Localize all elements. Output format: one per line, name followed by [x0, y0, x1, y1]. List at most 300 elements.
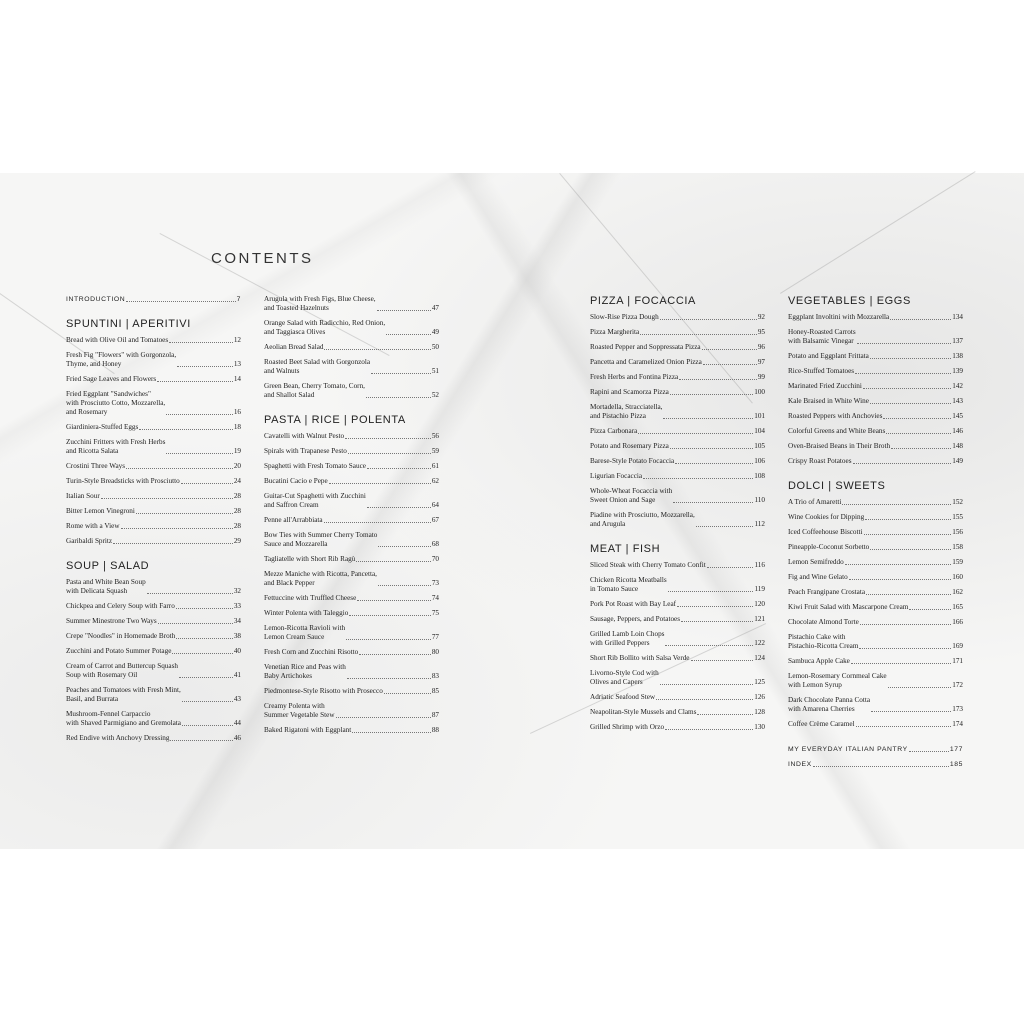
toc-entry[interactable]: [66, 686, 241, 704]
page-number: 119: [754, 585, 765, 593]
page-number: 41: [233, 671, 241, 679]
toc-entry[interactable]: [264, 687, 439, 696]
page-number: 155: [952, 513, 963, 521]
toc-entry[interactable]: [66, 578, 241, 596]
toc-entry[interactable]: [788, 588, 963, 597]
dot-leader: [697, 714, 753, 715]
toc-entry[interactable]: [66, 710, 241, 728]
page-number: 52: [431, 391, 439, 399]
page-number: 68: [431, 540, 439, 548]
entry-title: Zucchini and Potato Summer Potage: [66, 647, 172, 655]
page-number: 80: [431, 648, 439, 656]
toc-entry[interactable]: [788, 543, 963, 552]
page-number: 13: [233, 360, 241, 368]
toc-entry[interactable]: [590, 343, 765, 352]
toc-entry[interactable]: [788, 573, 963, 582]
page-number: 64: [431, 501, 439, 509]
page-number: 148: [952, 442, 963, 450]
toc-entry[interactable]: [788, 412, 963, 421]
page-number: 34: [233, 617, 241, 625]
toc-entry[interactable]: [264, 570, 439, 588]
dot-leader: [665, 645, 753, 646]
page-number: 44: [233, 719, 241, 727]
page-number: 28: [233, 507, 241, 515]
toc-entry[interactable]: [590, 669, 765, 687]
toc-entry[interactable]: [788, 397, 963, 406]
entry-title: Bitter Lemon Vinegroni: [66, 507, 135, 515]
entry-title: Pizza Carbonara: [590, 427, 638, 435]
entry-title: Summer Minestrone Two Ways: [66, 617, 157, 625]
toc-entry[interactable]: [66, 662, 241, 680]
page-number: 106: [754, 457, 765, 465]
toc-entry[interactable]: [788, 760, 963, 769]
dot-leader: [691, 660, 754, 661]
section-heading: SOUP | SALAD: [66, 560, 150, 572]
dot-leader: [359, 654, 431, 655]
dot-leader: [121, 528, 233, 529]
entry-title: Spirals with Trapanese Pesto: [264, 447, 347, 455]
toc-entry[interactable]: [788, 528, 963, 537]
toc-entry[interactable]: [264, 477, 439, 486]
toc-entry[interactable]: [264, 432, 439, 441]
page-number: 162: [952, 588, 963, 596]
page-number: 29: [233, 537, 241, 545]
toc-entry[interactable]: [788, 513, 963, 522]
dot-leader: [177, 366, 233, 367]
entry-title: Cream of Carrot and Buttercup Squash Soup with Rosemary Oil: [66, 662, 178, 679]
toc-column-3: [590, 295, 765, 738]
toc-entry[interactable]: [264, 726, 439, 735]
entry-title: Lemon Semifreddo: [788, 558, 844, 566]
section-heading: MEAT | FISH: [590, 543, 661, 555]
dot-leader: [842, 504, 951, 505]
toc-entry[interactable]: [590, 630, 765, 648]
toc-entry[interactable]: [788, 720, 963, 729]
page-number: 158: [952, 543, 963, 551]
toc-entry[interactable]: [590, 693, 765, 702]
toc-entry[interactable]: [66, 390, 241, 417]
dot-leader: [352, 732, 431, 733]
dot-leader: [813, 766, 949, 767]
dot-leader: [348, 453, 431, 454]
toc-entry[interactable]: [66, 647, 241, 656]
toc-entry[interactable]: [788, 618, 963, 627]
page-number: 130: [754, 723, 765, 731]
toc-entry[interactable]: [590, 723, 765, 732]
page-number: 121: [754, 615, 765, 623]
entry-title: Barese-Style Potato Focaccia: [590, 457, 675, 465]
toc-entry[interactable]: [788, 745, 963, 754]
entry-title: Lemon-Ricotta Ravioli with Lemon Cream Sauce: [264, 624, 346, 641]
dot-leader: [139, 429, 232, 430]
dot-leader: [324, 349, 430, 350]
dot-leader: [703, 364, 757, 365]
entry-title: Marinated Fried Zucchini: [788, 382, 862, 390]
section-heading: PIZZA | FOCACCIA: [590, 295, 696, 307]
page-number: 20: [233, 462, 241, 470]
entry-title: Italian Sour: [66, 492, 100, 500]
entry-title: Giardiniera-Stuffed Eggs: [66, 423, 139, 431]
entry-title: MY EVERYDAY ITALIAN PANTRY: [788, 746, 908, 753]
dot-leader: [856, 726, 952, 727]
toc-entry[interactable]: [66, 734, 241, 743]
dot-leader: [643, 478, 753, 479]
toc-entry[interactable]: [788, 498, 963, 507]
toc-entry[interactable]: [590, 576, 765, 594]
page-number: 165: [952, 603, 963, 611]
entry-title: Rome with a View: [66, 522, 120, 530]
entry-title: Peach Frangipane Crostata: [788, 588, 866, 596]
entry-title: Fresh Herbs and Fontina Pizza: [590, 373, 679, 381]
page-number: 137: [952, 337, 963, 345]
page-number: 50: [431, 343, 439, 351]
page-number: 126: [754, 693, 765, 701]
toc-entry[interactable]: [590, 708, 765, 717]
marble-vein: [780, 171, 976, 294]
page-number: 138: [952, 352, 963, 360]
page-number: 56: [431, 432, 439, 440]
entry-title: Creamy Polenta with Summer Vegetable Stew: [264, 702, 335, 719]
page-number: 73: [431, 579, 439, 587]
dot-leader: [179, 677, 233, 678]
entry-title: Pineapple-Coconut Sorbetto: [788, 543, 870, 551]
page-number: 105: [754, 442, 765, 450]
dot-leader: [126, 468, 233, 469]
dot-leader: [857, 343, 952, 344]
dot-leader: [855, 373, 951, 374]
toc-entry[interactable]: [264, 358, 439, 376]
page-number: 110: [754, 496, 765, 504]
toc-entry[interactable]: [788, 382, 963, 391]
page-number: 33: [233, 602, 241, 610]
toc-entry[interactable]: [66, 492, 241, 501]
dot-leader: [859, 648, 951, 649]
entry-title: Cavatelli with Walnut Pesto: [264, 432, 345, 440]
entry-title: Coffee Crème Caramel: [788, 720, 855, 728]
toc-entry[interactable]: [264, 555, 439, 564]
toc-entry[interactable]: [788, 328, 963, 346]
toc-entry[interactable]: [264, 702, 439, 720]
page-number: 166: [952, 618, 963, 626]
dot-leader: [663, 418, 753, 419]
toc-entry[interactable]: [66, 462, 241, 471]
toc-entry[interactable]: [788, 442, 963, 451]
dot-leader: [679, 379, 757, 380]
page-number: 146: [952, 427, 963, 435]
page-number: 47: [431, 304, 439, 312]
page-title: CONTENTS: [211, 250, 314, 267]
dot-leader: [668, 591, 754, 592]
dot-leader: [166, 453, 232, 454]
page-number: 142: [952, 382, 963, 390]
toc-entry[interactable]: [264, 594, 439, 603]
page-number: 185: [949, 761, 963, 768]
dot-leader: [113, 543, 233, 544]
page-number: 87: [431, 711, 439, 719]
entry-title: Pizza Margherita: [590, 328, 640, 336]
dot-leader: [378, 546, 430, 547]
toc-entry[interactable]: [590, 442, 765, 451]
dot-leader: [367, 507, 431, 508]
toc-entry[interactable]: [66, 336, 241, 345]
page-number: 134: [952, 313, 963, 321]
toc-entry[interactable]: [590, 600, 765, 609]
dot-leader: [345, 438, 431, 439]
entry-title: Whole-Wheat Focaccia with Sweet Onion and Sage: [590, 487, 673, 504]
dot-leader: [888, 687, 952, 688]
dot-leader: [347, 678, 431, 679]
dot-leader: [172, 653, 232, 654]
page-number: 156: [952, 528, 963, 536]
entry-title: Fettuccine with Truffled Cheese: [264, 594, 357, 602]
toc-entry[interactable]: [66, 423, 241, 432]
toc-entry[interactable]: [788, 352, 963, 361]
entry-title: Aeolian Bread Salad: [264, 343, 324, 351]
entry-title: INDEX: [788, 761, 812, 768]
dot-leader: [366, 397, 431, 398]
entry-title: Roasted Pepper and Soppressata Pizza: [590, 343, 701, 351]
dot-leader: [865, 519, 951, 520]
toc-entry[interactable]: [788, 457, 963, 466]
page-number: 159: [952, 558, 963, 566]
entry-title: Kale Braised in White Wine: [788, 397, 869, 405]
section-heading: VEGETABLES | EGGS: [788, 295, 911, 307]
entry-title: Penne all'Arrabbiata: [264, 516, 323, 524]
entry-title: Sliced Steak with Cherry Tomato Confit: [590, 561, 706, 569]
entry-title: Guitar-Cut Spaghetti with Zucchini and Saffron Cream: [264, 492, 366, 509]
entry-title: Chicken Ricotta Meatballs in Tomato Sauce: [590, 576, 667, 593]
toc-entry[interactable]: [66, 477, 241, 486]
entry-title: Roasted Peppers with Anchovies: [788, 412, 883, 420]
toc-entry[interactable]: [66, 351, 241, 369]
toc-entry[interactable]: [590, 654, 765, 663]
toc-entry[interactable]: [590, 487, 765, 505]
entry-title: Fresh Corn and Zucchini Risotto: [264, 648, 359, 656]
toc-entry[interactable]: [264, 516, 439, 525]
entry-title: Short Rib Bollito with Salsa Verde: [590, 654, 690, 662]
toc-entry[interactable]: [590, 457, 765, 466]
toc-entry[interactable]: [590, 373, 765, 382]
entry-title: Peaches and Tomatoes with Fresh Mint, Basil, and Burrata: [66, 686, 181, 703]
page-number: 97: [757, 358, 765, 366]
page-number: 83: [431, 672, 439, 680]
entry-title: Arugula with Fresh Figs, Blue Cheese, and Toasted Hazelnuts: [264, 295, 376, 312]
entry-title: Sausage, Peppers, and Potatoes: [590, 615, 681, 623]
page-number: 92: [757, 313, 765, 321]
dot-leader: [147, 593, 233, 594]
toc-entry[interactable]: [590, 328, 765, 337]
dot-leader: [176, 608, 233, 609]
toc-entry[interactable]: [590, 561, 765, 570]
dot-leader: [871, 711, 951, 712]
toc-entry[interactable]: [788, 427, 963, 436]
entry-title: Green Bean, Cherry Tomato, Corn, and Shallot Salad: [264, 382, 365, 399]
page-number: 172: [952, 681, 963, 689]
entry-title: Baked Rigatoni with Eggplant: [264, 726, 352, 734]
dot-leader: [670, 394, 753, 395]
entry-title: Bucatini Cacio e Pepe: [264, 477, 328, 485]
toc-entry[interactable]: [66, 617, 241, 626]
page-number: 61: [431, 462, 439, 470]
dot-leader: [665, 729, 753, 730]
dot-leader: [853, 463, 952, 464]
toc-entry[interactable]: [264, 295, 439, 313]
toc-entry[interactable]: [788, 603, 963, 612]
page-number: 173: [952, 705, 963, 713]
entry-title: Crostini Three Ways: [66, 462, 126, 470]
page-number: 124: [754, 654, 765, 662]
entry-title: Neapolitan-Style Mussels and Clams: [590, 708, 697, 716]
entry-title: Potato and Rosemary Pizza: [590, 442, 669, 450]
toc-entry[interactable]: [264, 382, 439, 400]
page-number: 59: [431, 447, 439, 455]
page-number: 101: [754, 412, 765, 420]
toc-entry[interactable]: [264, 447, 439, 456]
entry-title: Grilled Lamb Loin Chops with Grilled Peppers: [590, 630, 665, 647]
dot-leader: [656, 699, 753, 700]
dot-leader: [384, 693, 431, 694]
page-number: 49: [431, 328, 439, 336]
dot-leader: [886, 433, 951, 434]
entry-title: Lemon-Rosemary Cornmeal Cake with Lemon Syrup: [788, 672, 887, 689]
page-number: 14: [233, 375, 241, 383]
page-number: 77: [431, 633, 439, 641]
dot-leader: [681, 621, 753, 622]
dot-leader: [909, 609, 951, 610]
page-number: 96: [757, 343, 765, 351]
toc-entry[interactable]: [66, 375, 241, 384]
toc-entry[interactable]: [66, 507, 241, 516]
toc-entry[interactable]: [264, 319, 439, 337]
toc-entry[interactable]: [66, 602, 241, 611]
dot-leader: [367, 468, 431, 469]
page-number: 108: [754, 472, 765, 480]
entry-title: Colorful Greens and White Beans: [788, 427, 886, 435]
page-number: 67: [431, 516, 439, 524]
dot-leader: [386, 334, 431, 335]
dot-leader: [169, 342, 233, 343]
toc-entry[interactable]: [264, 492, 439, 510]
dot-leader: [346, 639, 431, 640]
entry-title: Zucchini Fritters with Fresh Herbs and Ricotta Salata: [66, 438, 166, 455]
entry-title: Dark Chocolate Panna Cotta with Amarena Cherries: [788, 696, 871, 713]
page-number: 112: [754, 520, 765, 528]
toc-entry[interactable]: [264, 531, 439, 549]
dot-leader: [166, 414, 233, 415]
entry-title: Rapini and Scamorza Pizza: [590, 388, 669, 396]
toc-entry[interactable]: [590, 313, 765, 322]
page-number: 75: [431, 609, 439, 617]
dot-leader: [670, 448, 753, 449]
entry-title: Tagliatelle with Short Rib Ragù: [264, 555, 356, 563]
entry-title: Livorno-Style Cod with Olives and Capers: [590, 669, 659, 686]
dot-leader: [909, 751, 949, 752]
toc-entry[interactable]: [788, 367, 963, 376]
toc-entry[interactable]: [66, 295, 241, 304]
dot-leader: [863, 388, 951, 389]
toc-entry[interactable]: [264, 609, 439, 618]
page-number: 174: [952, 720, 963, 728]
dot-leader: [891, 448, 951, 449]
toc-entry[interactable]: [66, 438, 241, 456]
page-number: 120: [754, 600, 765, 608]
toc-entry[interactable]: [66, 537, 241, 546]
section-heading: DOLCI | SWEETS: [788, 480, 886, 492]
entry-title: Wine Cookies for Dipping: [788, 513, 865, 521]
entry-title: Crepe "Noodles" in Homemade Broth: [66, 632, 176, 640]
page-number: 19: [233, 447, 241, 455]
dot-leader: [356, 561, 430, 562]
entry-title: Rice-Stuffed Tomatoes: [788, 367, 855, 375]
toc-entry[interactable]: [590, 427, 765, 436]
page-number: 7: [236, 296, 241, 303]
dot-leader: [845, 564, 952, 565]
entry-title: Eggplant Involtini with Mozzarella: [788, 313, 890, 321]
toc-entry[interactable]: [264, 462, 439, 471]
page-number: 95: [757, 328, 765, 336]
page-number: 143: [952, 397, 963, 405]
entry-title: Piadine with Prosciutto, Mozzarella, and Arugula: [590, 511, 695, 528]
dot-leader: [176, 638, 233, 639]
toc-entry[interactable]: [590, 403, 765, 421]
dot-leader: [638, 433, 753, 434]
dot-leader: [702, 349, 757, 350]
page-number: 12: [233, 336, 241, 344]
dot-leader: [696, 526, 754, 527]
toc-entry[interactable]: [788, 558, 963, 567]
toc-entry[interactable]: [590, 511, 765, 529]
toc-entry[interactable]: [590, 388, 765, 397]
toc-entry[interactable]: [590, 472, 765, 481]
dot-leader: [673, 502, 753, 503]
entry-title: Garibaldi Spritz: [66, 537, 113, 545]
dot-leader: [377, 310, 431, 311]
toc-entry[interactable]: [264, 648, 439, 657]
dot-leader: [870, 549, 951, 550]
toc-column-4: [788, 295, 963, 775]
page-number: 88: [431, 726, 439, 734]
toc-entry[interactable]: [264, 624, 439, 642]
toc-entry[interactable]: [66, 522, 241, 531]
page-number: 28: [233, 522, 241, 530]
toc-entry[interactable]: [788, 633, 963, 651]
page-number: 16: [233, 408, 241, 416]
entry-title: Kiwi Fruit Salad with Mascarpone Cream: [788, 603, 909, 611]
toc-entry[interactable]: [788, 672, 963, 690]
page-number: 62: [431, 477, 439, 485]
page-number: 122: [754, 639, 765, 647]
entry-title: Mushroom-Fennel Carpaccio with Shaved Parmigiano and Gremolata: [66, 710, 181, 727]
entry-title: Red Endive with Anchovy Dressing: [66, 734, 170, 742]
page-number: 40: [233, 647, 241, 655]
dot-leader: [181, 483, 233, 484]
toc-entry[interactable]: [590, 615, 765, 624]
entry-title: Iced Coffeehouse Biscotti: [788, 528, 863, 536]
toc-entry[interactable]: [590, 358, 765, 367]
toc-entry[interactable]: [788, 696, 963, 714]
toc-entry[interactable]: [66, 632, 241, 641]
toc-entry[interactable]: [264, 663, 439, 681]
toc-column-1: [66, 295, 241, 749]
toc-entry[interactable]: [264, 343, 439, 352]
entry-title: Bread with Olive Oil and Tomatoes: [66, 336, 169, 344]
toc-entry[interactable]: [788, 313, 963, 322]
page-number: 100: [754, 388, 765, 396]
toc-entry[interactable]: [788, 657, 963, 666]
dot-leader: [707, 567, 754, 568]
dot-leader: [849, 579, 952, 580]
dot-leader: [357, 600, 431, 601]
